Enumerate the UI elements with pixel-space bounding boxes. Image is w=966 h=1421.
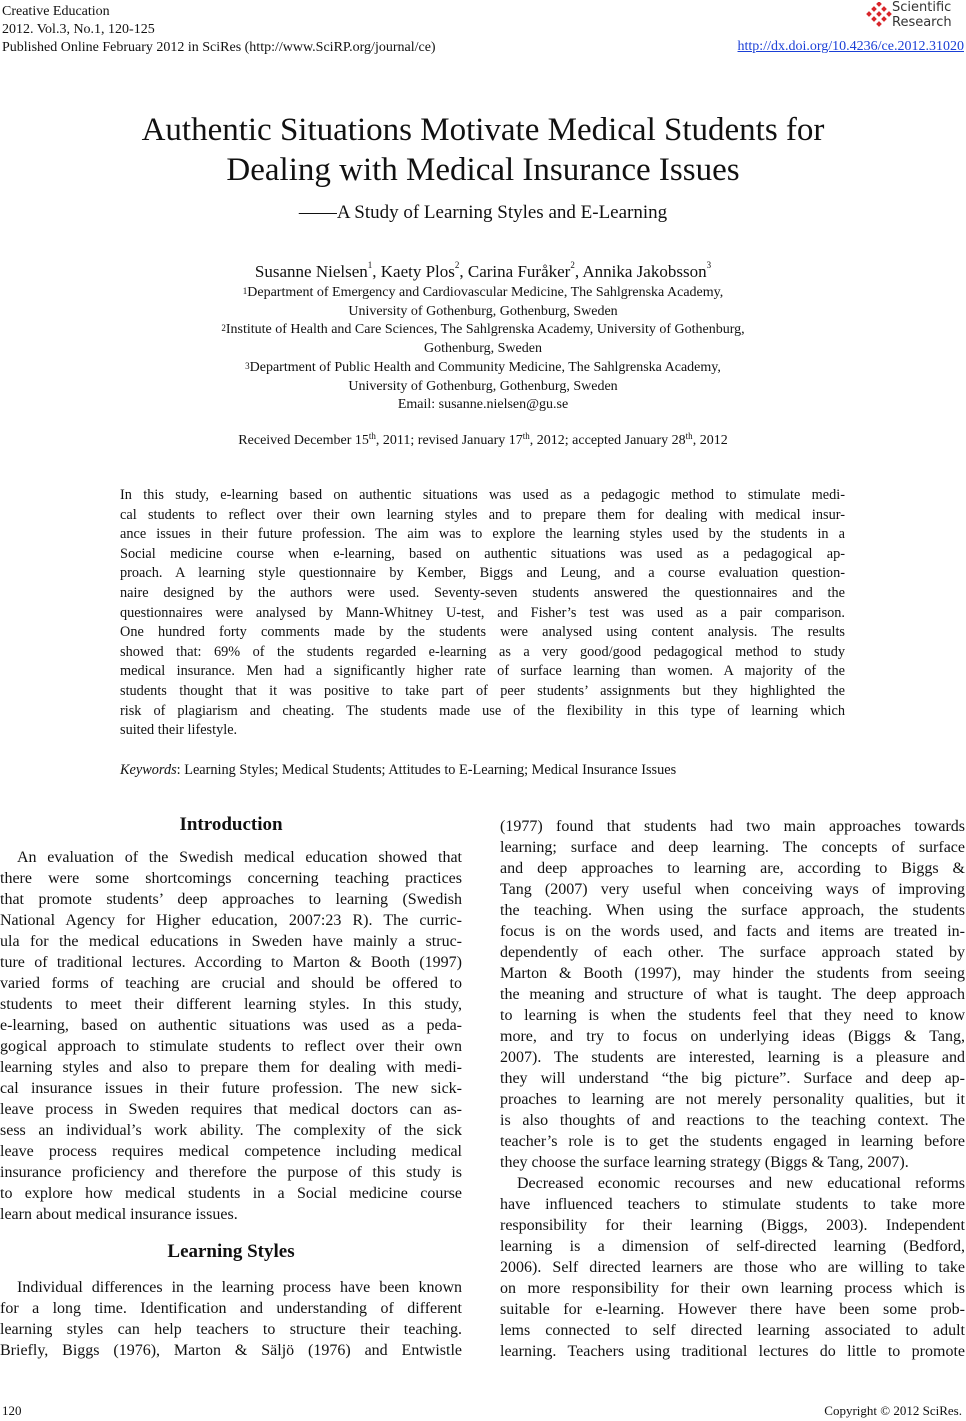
- text-line: there were some shortcomings concerning teaching practices: [0, 870, 462, 887]
- affiliation-text: University of Gothenburg, Gothenburg, Sweden: [348, 303, 618, 319]
- author-affiliation-mark: 2: [570, 260, 575, 270]
- affiliation-mark: 1: [242, 286, 248, 296]
- text-line: cal students to reflect over their own learning styles and to prepare them for dealing with medical insur-: [120, 506, 845, 523]
- right-column-paragraph-2: [500, 1173, 965, 1362]
- ordinal: th: [685, 431, 693, 441]
- author-name: Annika Jakobsson: [582, 262, 707, 281]
- text-line: they choose the surface learning strategy (Biggs & Tang, 2007).: [500, 1154, 909, 1171]
- text-line: ance issues in their future profession. The aim was to explore the learning styles used by the students in a: [120, 526, 845, 543]
- text-line: dependently of each other. The surface approach stated by: [500, 944, 965, 961]
- text-line: Individual differences in the learning process have been known: [17, 1279, 462, 1296]
- text-line: they will understand “the big picture”. Surface and deep ap-: [500, 1070, 965, 1087]
- keywords: [120, 762, 676, 779]
- text-line: the meaning and structure of what is taught. The deep approach: [500, 986, 965, 1003]
- text-line: proaches to learning are not merely personality qualities, but it: [500, 1091, 965, 1108]
- scientific-research-logo: [866, 0, 966, 34]
- paper-title: [0, 110, 966, 190]
- logo-diamond-icon: [866, 2, 892, 32]
- text-line: learn about medical insurance issues.: [0, 1206, 238, 1223]
- text-line: Social medicine course when e-learning, based on authentic situations was used as a pedagogical ap-: [120, 545, 845, 562]
- text-line: to explore how medical students in a Social medicine course: [0, 1185, 462, 1202]
- right-column-paragraph-1: [500, 816, 965, 1173]
- text-line: gogical approach to stimulate students to reflect over their own: [0, 1038, 462, 1055]
- text-line: learning styles can help teachers to structure their teaching.: [0, 1321, 462, 1338]
- affiliation-text: Gothenburg, Sweden: [424, 341, 542, 357]
- text-line: Tang (2007) very useful when conceiving ways of improving: [500, 881, 965, 898]
- text-line: learning is a dimension of self-directed learning (Bedford,: [500, 1238, 965, 1255]
- heading-introduction: Introduction: [179, 814, 283, 835]
- learning-styles-paragraph: [0, 1277, 462, 1361]
- text-line: students thought that it was positive to take part of peer students’ assignments but they highlighted the: [120, 682, 845, 699]
- abstract: [120, 486, 845, 741]
- affiliation-line: [0, 378, 966, 397]
- keywords-text: : Learning Styles; Medical Students; Attitudes to E-Learning; Medical Insurance Issues: [176, 762, 677, 778]
- text-line: on more responsibility for their own learning process which is: [500, 1280, 965, 1297]
- text-line: (1977) found that students had two main approaches towards: [500, 818, 965, 835]
- revised-text: , 2011; revised January 17: [375, 433, 523, 448]
- journal-volume: 2012. Vol.3, No.1, 120-125: [2, 22, 155, 37]
- author-name: Carina Furåker: [467, 262, 571, 281]
- text-line: for a long time. Identification and understanding of different: [0, 1300, 462, 1317]
- author-affiliation-mark: 3: [706, 260, 712, 270]
- text-line: cal insurance issues in their future profession. The new sick-: [0, 1080, 462, 1097]
- text-line: medical insurance. Men had a significantly higher rate of surface learning than women. A majority of the: [120, 663, 845, 680]
- text-line: An evaluation of the Swedish medical education showed that: [17, 849, 462, 866]
- logo-text-2: Research: [892, 15, 952, 30]
- affiliations: [0, 284, 966, 415]
- keywords-label: Keywords: [120, 762, 177, 778]
- introduction-paragraph: [0, 847, 462, 1225]
- doi-link[interactable]: http://dx.doi.org/10.4236/ce.2012.31020: [737, 39, 964, 54]
- text-line: e-learning, based on authentic situations was used as a peda-: [0, 1017, 462, 1034]
- text-line: learning styles and also to prepare them for dealing with medi-: [0, 1059, 462, 1076]
- text-line: have influenced teachers to stimulate students to take more: [500, 1196, 965, 1213]
- heading-learning-styles: Learning Styles: [167, 1241, 295, 1262]
- affiliation-text: Institute of Health and Care Sciences, The Sahlgrenska Academy, University of Gothenburg,: [225, 322, 745, 338]
- affiliation-line: [0, 303, 966, 322]
- text-line: lems connected to self directed learning associated to adult: [500, 1322, 965, 1339]
- text-line: suitable for e-learning. However there have been some prob-: [500, 1301, 965, 1318]
- text-line: Marton & Booth (1997), may hinder the students from seeing: [500, 965, 965, 982]
- text-line: learning; surface and deep learning. The concepts of surface: [500, 839, 965, 856]
- affiliation-mark: 2: [221, 323, 226, 334]
- text-line: responsibility for their learning (Biggs, 2003). Independent: [500, 1217, 965, 1234]
- ordinal: th: [368, 431, 376, 441]
- received-text: Received December 15: [238, 433, 369, 448]
- separator: ,: [459, 262, 468, 281]
- affiliation-line: [0, 340, 966, 359]
- text-line: One hundred forty comments made by the students were analysed using content analysis. The results: [120, 624, 845, 641]
- text-line: sess an individual’s work ability. The complexity of the sick: [0, 1122, 462, 1139]
- year-text: , 2012: [692, 433, 728, 448]
- text-line: teacher’s role is to get the students engaged in learning before: [500, 1133, 965, 1150]
- journal-name: Creative Education: [2, 4, 110, 19]
- logo-text-1: Scientific: [892, 0, 952, 15]
- text-line: suited their lifestyle.: [120, 722, 238, 739]
- text-line: insurance proficiency and therefore the purpose of this study is: [0, 1164, 462, 1181]
- text-line: the teaching. When using the surface approach, the students: [500, 902, 965, 919]
- affiliation-line: [0, 321, 966, 340]
- text-line: showed that: 69% of the students regarded e-learning as a very good/good pedagogical method to study: [120, 643, 845, 660]
- text-line: naire designed by the authors were used. Seventy-seven students answered the questionnaires and the: [120, 584, 845, 601]
- copyright: Copyright © 2012 SciRes.: [824, 1403, 962, 1418]
- received-dates: [0, 433, 966, 449]
- text-line: varied forms of teaching are crucial and should be offered to: [0, 975, 462, 992]
- author-affiliation-mark: 2: [454, 260, 460, 270]
- text-line: leave process in Sweden requires that medical doctors can as-: [0, 1101, 462, 1118]
- author-name: Susanne Nielsen: [254, 262, 368, 281]
- text-line: 2007). The students are interested, learning is a pleasure and: [500, 1049, 965, 1066]
- affiliation-line: [0, 284, 966, 303]
- text-line: National Agency for Higher education, 2007:23 R). The curric-: [0, 912, 462, 929]
- affiliation-text: Email: susanne.nielsen@gu.se: [397, 397, 569, 413]
- text-line: ture of traditional lectures. According to Marton & Booth (1997): [0, 954, 462, 971]
- text-line: proach. A learning style questionnaire by Kember, Biggs and Leung, and a course evaluation question-: [120, 565, 845, 582]
- title-line: Dealing with Medical Insurance Issues: [226, 152, 740, 188]
- publication-info: Published Online February 2012 in SciRes (http://www.SciRP.org/journal/ce): [2, 40, 436, 55]
- text-line: In this study, e-learning based on authentic situations was used as a pedagogic method to stimulate medi-: [120, 487, 845, 503]
- text-line: 2006). Self directed learners are those who are willing to take: [500, 1259, 965, 1276]
- author-list: [0, 262, 966, 282]
- paper-subtitle: ——A Study of Learning Styles and E-Learning: [298, 202, 668, 223]
- author-affiliation-mark: 1: [367, 260, 373, 270]
- affiliation-text: Department of Public Health and Community Medicine, The Sahlgrenska Academy,: [249, 359, 721, 375]
- accepted-text: , 2012; accepted January 28: [529, 433, 686, 448]
- separator: ,: [372, 262, 381, 281]
- text-line: leave process requires medical competence including medical: [0, 1143, 462, 1160]
- text-line: Briefly, Biggs (1976), Marton & Säljö (1976) and Entwistle: [0, 1342, 462, 1359]
- page-number: 120: [2, 1403, 22, 1418]
- text-line: Decreased economic recourses and new educational reforms: [517, 1175, 965, 1192]
- text-line: students to meet their different learning styles. In this study,: [0, 996, 462, 1013]
- text-line: more, and try to focus on underlying ideas (Biggs & Tang,: [500, 1028, 965, 1045]
- author-name: Kaety Plos: [380, 262, 455, 281]
- affiliation-line: [0, 359, 966, 378]
- text-line: ula for the medical educations in Sweden have mainly a struc-: [0, 933, 462, 950]
- affiliation-line: [0, 396, 966, 415]
- text-line: learning. Teachers using traditional lectures do little to promote: [500, 1343, 965, 1360]
- text-line: to learning is when the students feel that they need to know: [500, 1007, 965, 1024]
- affiliation-text: Department of Emergency and Cardiovascular Medicine, The Sahlgrenska Academy,: [247, 285, 724, 300]
- ordinal: th: [522, 431, 530, 441]
- text-line: that promote students’ deep approaches to learning (Swedish: [0, 891, 462, 908]
- text-line: focus is on the words used, and facts and items are treated in-: [500, 923, 965, 940]
- affiliation-mark: 3: [245, 360, 250, 371]
- separator: ,: [574, 262, 583, 281]
- title-line: Authentic Situations Motivate Medical Students for: [141, 112, 825, 148]
- text-line: risk of plagiarism and cheating. The students made use of the flexibility in this type of learning which: [120, 702, 845, 719]
- text-line: and deep approaches to learning are, according to Biggs &: [500, 860, 965, 877]
- text-line: questionnaires were analysed by Mann-Whitney U-test, and Fisher’s test was used as a pair comparison.: [120, 604, 845, 621]
- affiliation-text: University of Gothenburg, Gothenburg, Sweden: [348, 378, 618, 394]
- text-line: is also thoughts of and reactions to the teaching context. The: [500, 1112, 965, 1129]
